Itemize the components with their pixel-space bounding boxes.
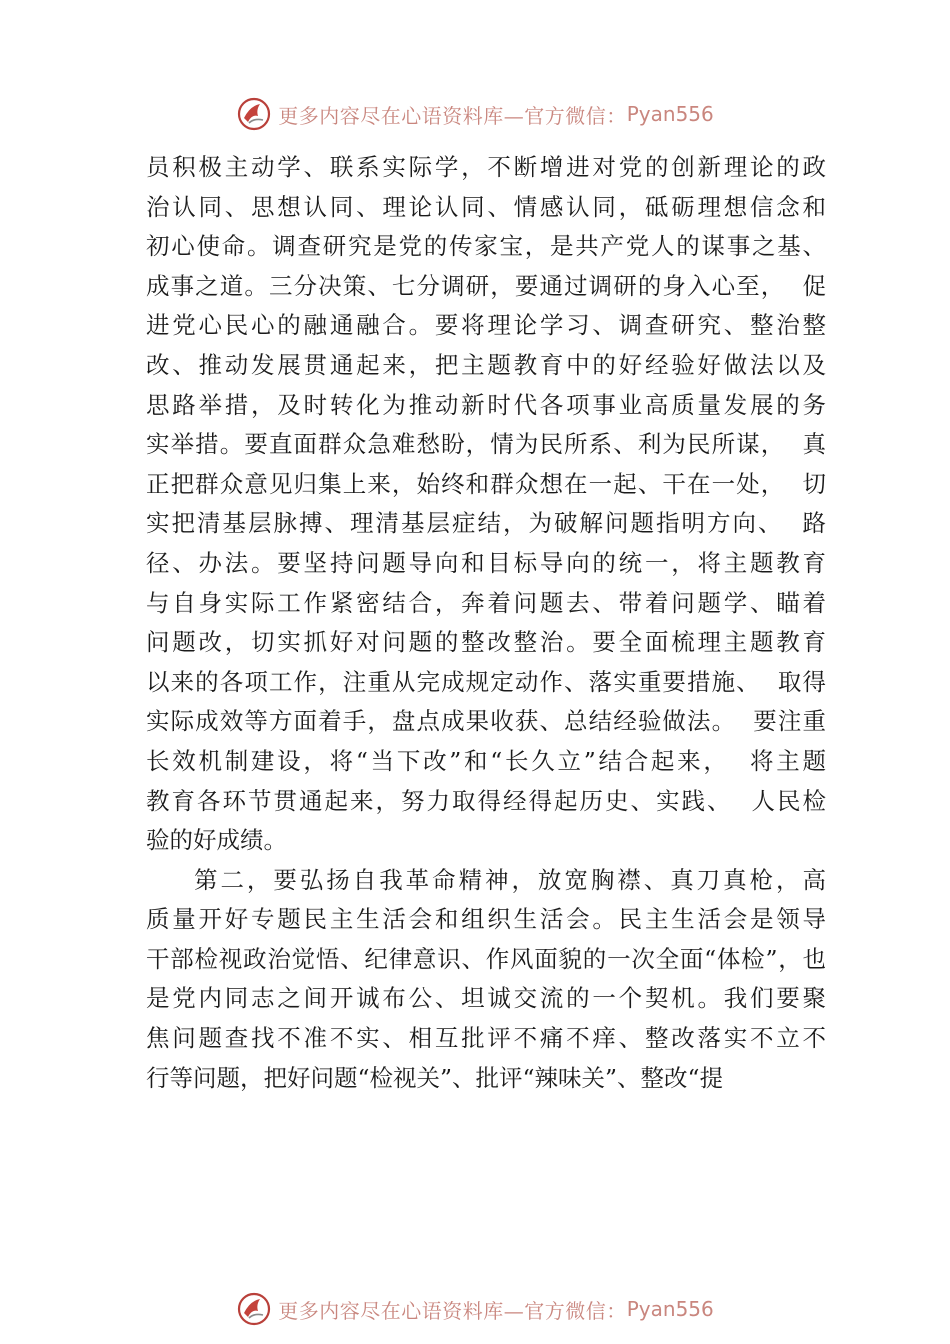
watermark-wechat-id: Pyan556: [626, 102, 714, 126]
text-line: 长效机制建设，将“当下改”和“长久立”结合起来， 将主题: [146, 746, 826, 775]
text-line: 初心使命。调查研究是党的传家宝，是共产党人的谋事之基、: [146, 232, 826, 261]
watermark-text: 更多内容尽在心语资料库—官方微信：: [278, 1298, 627, 1323]
text-line: 治认同、思想认同、理论认同、情感认同，砥砺理想信念和: [146, 192, 826, 221]
text-line: 实举措。要直面群众急难愁盼，情为民所系、利为民所谋， 真: [146, 430, 826, 459]
brush-logo-icon: [236, 96, 272, 132]
text-line: 成事之道。三分决策、七分调研，要通过调研的身入心至， 促: [146, 271, 826, 300]
text-line: 干部检视政治觉悟、纪律意识、作风面貌的一次全面“体检”，也: [146, 944, 826, 973]
document-body: [146, 148, 826, 1098]
watermark-header: [0, 94, 950, 134]
text-line: 进党心民心的融通融合。要将理论学习、调查研究、整治整: [146, 311, 826, 340]
text-line: 实际成效等方面着手，盘点成果收获、总结经验做法。 要注重: [146, 707, 826, 736]
text-line: 是党内同志之间开诚布公、坦诚交流的一个契机。我们要聚: [146, 984, 826, 1013]
text-line: 以来的各项工作，注重从完成规定动作、落实重要措施、 取得: [146, 667, 826, 696]
watermark-text: 更多内容尽在心语资料库—官方微信：: [278, 103, 627, 128]
brush-logo-icon: [236, 1291, 272, 1327]
text-line: 问题改，切实抓好对问题的整改整治。要全面梳理主题教育: [146, 628, 826, 657]
text-line: 员积极主动学、联系实际学，不断增进对党的创新理论的政: [146, 153, 826, 181]
text-line: 焦问题查找不准不实、相互批评不痛不痒、整改落实不立不: [146, 1024, 826, 1053]
text-line: 质量开好专题民主生活会和组织生活会。民主生活会是领导: [146, 905, 826, 934]
text-line: 正把群众意见归集上来，始终和群众想在一起、干在一处， 切: [146, 469, 826, 498]
text-line: 与自身实际工作紧密结合，奔着问题去、带着问题学、瞄着: [146, 588, 826, 617]
text-line: 径、办法。要坚持问题导向和目标导向的统一，将主题教育: [146, 548, 826, 577]
watermark-wechat-id: Pyan556: [626, 1297, 714, 1321]
text-line-paragraph-start: 第二，要弘扬自我革命精神，放宽胸襟、真刀真枪，高: [194, 865, 826, 894]
watermark-footer: [0, 1289, 950, 1329]
text-line-paragraph-end: 验的好成绩。: [146, 826, 287, 855]
text-line: 教育各环节贯通起来，努力取得经得起历史、实践、 人民检: [146, 786, 826, 815]
text-line: 改、推动发展贯通起来，把主题教育中的好经验好做法以及: [146, 350, 826, 379]
text-line-last: 行等问题，把好问题“检视关”、批评“辣味关”、整改“提: [146, 1063, 724, 1092]
text-line: 实把清基层脉搏、理清基层症结，为破解问题指明方向、 路: [146, 509, 826, 538]
text-line: 思路举措，及时转化为推动新时代各项事业高质量发展的务: [146, 390, 826, 419]
